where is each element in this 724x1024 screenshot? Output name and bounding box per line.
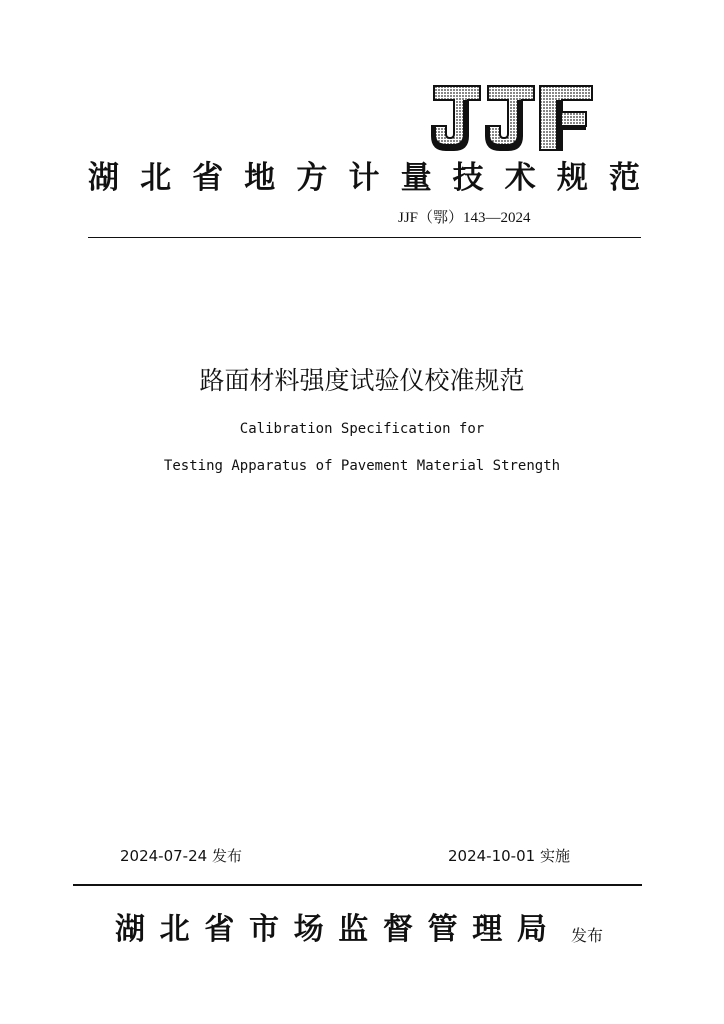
series-title-char: 技 (452, 160, 484, 196)
issuer-char: 市 (248, 912, 279, 947)
issuer-char: 湖 (115, 912, 145, 947)
series-title-char: 计 (348, 160, 380, 196)
series-title-char: 地 (244, 160, 276, 196)
issue-date: 2024-07-24 发布 (120, 847, 242, 865)
issuer-char: 管 (427, 912, 458, 947)
issuer-suffix: 发布 (571, 926, 604, 945)
series-title-char: 北 (140, 160, 172, 196)
english-title-line-2: Testing Apparatus of Pavement Material Strength (163, 458, 561, 474)
issuer-char: 北 (159, 912, 190, 947)
top-divider (88, 237, 641, 238)
issuer-char: 督 (382, 912, 413, 947)
document-number: JJF（鄂）143—2024 (398, 210, 531, 226)
series-title-char: 量 (400, 160, 432, 196)
series-title-char: 规 (556, 160, 588, 196)
issuing-authority (115, 910, 547, 950)
series-title-char: 省 (192, 160, 224, 196)
issuer-char: 省 (204, 912, 235, 947)
issuer-char: 监 (338, 912, 369, 947)
english-title-line-1: Calibration Specification for (239, 421, 485, 437)
jjf-logo (428, 84, 596, 154)
series-title-char: 术 (504, 160, 536, 196)
issuer-char: 理 (472, 912, 503, 947)
document-title: 路面材料强度试验仪校准规范 (199, 366, 525, 395)
series-title-char: 范 (608, 160, 640, 196)
implementation-date: 2024-10-01 实施 (448, 847, 570, 865)
issuer-char: 场 (293, 912, 324, 947)
series-title (88, 158, 640, 198)
bottom-divider (73, 884, 642, 886)
issuer-char: 局 (516, 912, 547, 947)
series-title-char: 湖 (88, 160, 119, 196)
series-title-char: 方 (296, 160, 328, 196)
